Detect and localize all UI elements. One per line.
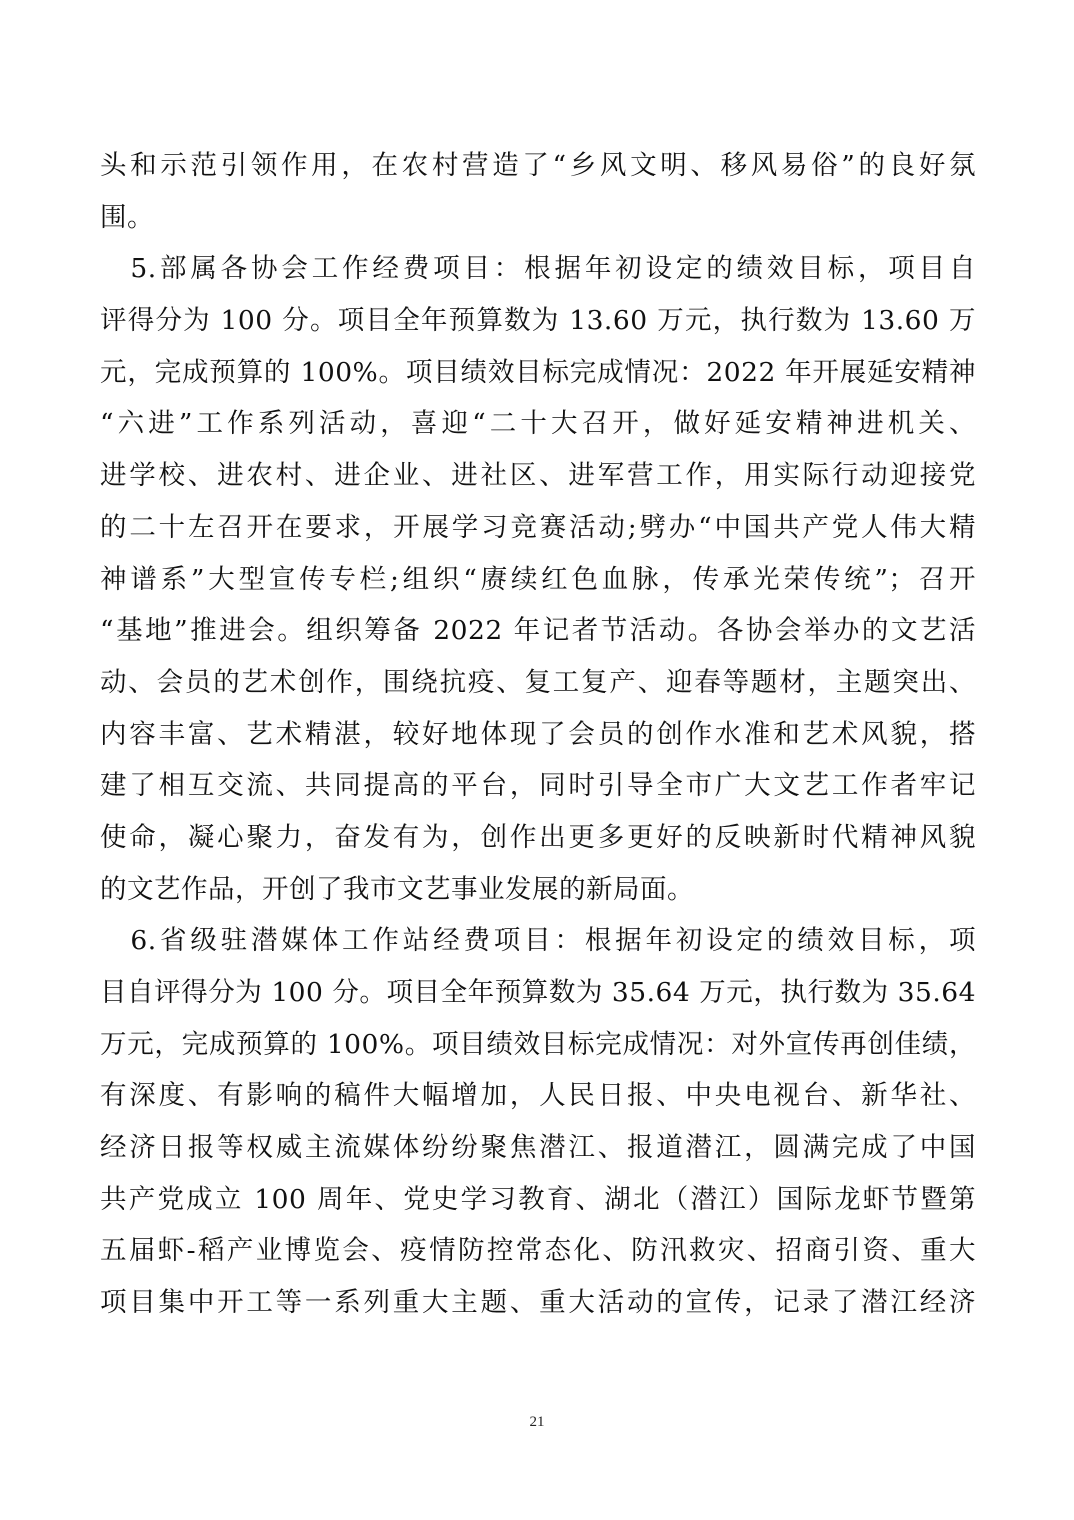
text-line: 的文艺作品，开创了我市文艺事业发展的新局面。 [100,873,694,905]
text-line: 头和示范引领作用，在农村营造了“乡风文明、移风易俗”的良好氛 [100,150,976,181]
text-line: 建了相互交流、共同提高的平台，同时引导全市广大文艺工作者牢记 [100,770,976,802]
text-line: 神谱系”大型宣传专栏;组织“赓续红色血脉，传承光荣传统”；召开 [100,563,976,595]
text-line: 元，完成预算的 100%。项目绩效目标完成情况：2022 年开展延安精神 [100,356,976,388]
text-line: 万元，完成预算的 100%。项目绩效目标完成情况：对外宣传再创佳绩， [100,1028,976,1060]
text-line: 五届虾-稻产业博览会、疫情防控常态化、防汛救灾、招商引资、重大 [100,1235,976,1267]
text-line: 围。 [100,201,154,233]
text-line: 评得分为 100 分。项目全年预算数为 13.60 万元，执行数为 13.60 万 [100,305,976,337]
text-line: 5.部属各协会工作经费项目：根据年初设定的绩效目标，项目自 [100,253,976,285]
page-number: 21 [529,1414,545,1430]
text-line: 共产党成立 100 周年、党史学习教育、湖北（潜江）国际龙虾节暨第 [100,1183,976,1215]
text-line: 目自评得分为 100 分。项目全年预算数为 35.64 万元，执行数为 35.64 [100,977,976,1008]
text-line: “基地”推进会。组织筹备 2022 年记者节活动。各协会举办的文艺活 [100,615,976,647]
text-line: 进学校、进农村、进企业、进社区、进军营工作，用实际行动迎接党 [100,460,976,492]
text-line: 使命，凝心聚力，奋发有为，创作出更多更好的反映新时代精神风貌 [100,821,976,853]
text-line: 项目集中开工等一系列重大主题、重大活动的宣传，记录了潜江经济 [100,1287,976,1319]
text-line: 的二十左召开在要求，开展学习竞赛活动;劈办“中国共产党人伟大精 [100,511,976,543]
text-line: 6.省级驻潜媒体工作站经费项目：根据年初设定的绩效目标，项 [100,925,976,957]
text-line: 经济日报等权威主流媒体纷纷聚焦潜江、报道潜江，圆满完成了中国 [100,1132,976,1164]
body-text [100,140,976,1329]
text-line: “六进”工作系列活动，喜迎“二十大召开，做好延安精神进机关、 [100,408,976,440]
text-line: 有深度、有影响的稿件大幅增加，人民日报、中央电视台、新华社、 [100,1080,976,1112]
text-line: 动、会员的艺术创作，围绕抗疫、复工复产、迎春等题材，主题突出、 [100,666,976,698]
text-line: 内容丰富、艺术精湛，较好地体现了会员的创作水准和艺术风貌，搭 [100,718,976,750]
